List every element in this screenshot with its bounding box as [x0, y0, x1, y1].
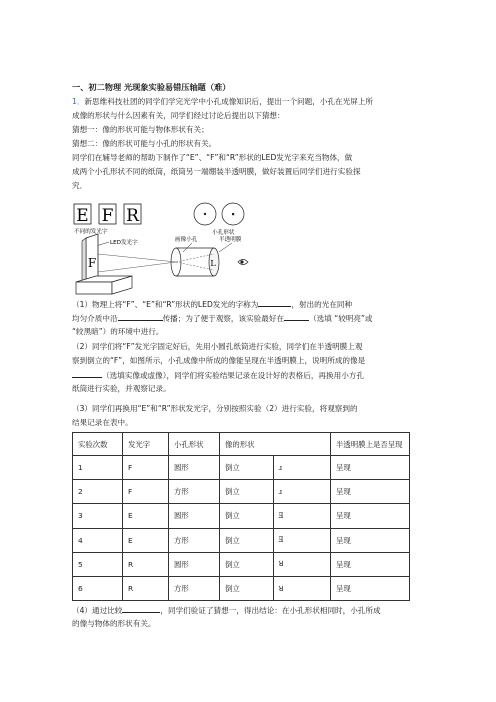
label-film: 半透明膜 — [219, 237, 242, 243]
cell-letter: R — [123, 576, 169, 600]
tube-image-letter: L — [210, 259, 216, 268]
hole-shape-icons — [194, 203, 244, 225]
screen-letter-f: F — [87, 256, 97, 270]
header-visible: 半透明膜上是否呈现 — [331, 433, 410, 456]
label-hole-shape: 小孔形状 — [212, 230, 235, 236]
cell-orientation: 倒立 — [220, 480, 274, 504]
letter-f: F — [101, 206, 114, 226]
cell-trial: 3 — [73, 504, 123, 528]
cell-image-glyph: ꓤ — [273, 576, 331, 600]
header-image-shape: 像的形状 — [220, 433, 274, 456]
setup-line-2: 成两个小孔形状不同的纸筒，纸筒另一端绷装半透明膜，做好装置后同学们进行实验探 — [72, 167, 361, 176]
guess-1: 猜想一：像的形状可能与物体形状有关； — [72, 125, 209, 134]
cell-hole: 方形 — [169, 480, 220, 504]
experiment-figure — [72, 196, 412, 296]
cell-hole: 方形 — [169, 528, 220, 552]
cell-image-glyph: Ǝ — [273, 504, 331, 528]
cell-visible: 呈现 — [331, 528, 410, 552]
cell-letter: F — [123, 456, 169, 480]
answer-blank-3[interactable] — [284, 312, 309, 321]
table-row — [73, 480, 410, 504]
cell-orientation: 倒立 — [220, 552, 274, 576]
cell-hole: 圆形 — [169, 456, 220, 480]
answer-blank-5[interactable] — [122, 604, 160, 613]
letter-r: R — [126, 206, 139, 226]
header-image-glyph — [273, 433, 331, 456]
cell-orientation: 倒立 — [220, 528, 274, 552]
cell-trial: 1 — [73, 456, 123, 480]
setup-line-3: 究． — [72, 181, 88, 190]
cell-image-glyph: ɹ — [273, 456, 331, 480]
label-pinhole: 画像小孔 — [175, 237, 198, 243]
table-row — [73, 504, 410, 528]
cell-trial: 5 — [73, 552, 123, 576]
cell-letter: E — [123, 504, 169, 528]
cell-trial: 2 — [73, 480, 123, 504]
label-different-letters: 不同的发光字 — [74, 229, 108, 235]
answer-blank-2[interactable] — [118, 312, 163, 321]
cell-trial: 6 — [73, 576, 123, 600]
cell-letter: F — [123, 480, 169, 504]
led-letter-boxes — [74, 204, 141, 226]
part4-line-1: （4）通过比较 ，同学们验证了猜想一，得出结论：在小孔形状相同时，小孔所成 — [72, 606, 381, 615]
cell-hole: 方形 — [169, 576, 220, 600]
table-row — [73, 552, 410, 576]
table-row — [73, 456, 410, 480]
question-number: 1． — [72, 97, 85, 106]
cell-visible: 呈现 — [331, 576, 410, 600]
part2-line-1: （2）同学们将“F”发光字固定好后，先用小圆孔纸筒进行实验，同学们在半透明膜上观 — [72, 342, 363, 351]
cell-orientation: 倒立 — [220, 504, 274, 528]
label-led-letter: LED发光字 — [110, 240, 138, 246]
cell-trial: 4 — [73, 528, 123, 552]
cell-orientation: 倒立 — [220, 576, 274, 600]
letter-e: E — [76, 206, 89, 226]
cell-image-glyph: Ǝ — [273, 528, 331, 552]
cell-letter: E — [123, 528, 169, 552]
q1-intro-line-2: 成像的形状与什么因素有关，同学们经过讨论后提出以下猜想： — [72, 111, 285, 120]
cell-visible: 呈现 — [331, 456, 410, 480]
header-led-letter: 发光字 — [123, 433, 169, 456]
cell-visible: 呈现 — [331, 504, 410, 528]
cell-visible: 呈现 — [331, 480, 410, 504]
answer-blank-1[interactable] — [258, 298, 291, 307]
part3-line-1: （3）同学们再换用“E”和“R”形状发光字，分别按照实验（2）进行实验，将观察到的 — [72, 404, 358, 413]
cell-image-glyph: ɹ — [273, 480, 331, 504]
results-table — [72, 432, 410, 601]
cell-orientation: 倒立 — [220, 456, 274, 480]
part3-line-2: 结果记录在表中。 — [72, 418, 133, 427]
cell-image-glyph: ꓤ — [273, 552, 331, 576]
cell-visible: 呈现 — [331, 552, 410, 576]
q1-intro-text-1: 新思维科技社团的同学们学完光学中小孔成像知识后，提出一个问题，小孔在光屏上所 — [84, 97, 373, 106]
cell-hole: 圆形 — [169, 552, 220, 576]
part2-line-2: 察到倒立的“F”，如图所示，小孔成像中所成的像能呈现在半透明膜上，说明所成的像是 — [72, 356, 366, 365]
cell-letter: R — [123, 552, 169, 576]
cell-hole: 圆形 — [169, 504, 220, 528]
header-trial: 实验次数 — [73, 433, 123, 456]
table-row — [73, 576, 410, 600]
part4-line-2: 的像与物体的形状有关。 — [72, 619, 156, 628]
eye-icon — [238, 260, 248, 265]
part1-line-3: “较黑暗”）的环境中进行。 — [72, 327, 164, 336]
setup-line-1: 同学们在辅导老师的帮助下制作了“E”、“F”和“R”形状的LED发光字来充当物体，做 — [72, 153, 353, 162]
part1-line-2: 均匀介质中沿 传播；为了便于观察，该实验最好在 （选填 “较明亮”或 — [72, 314, 373, 323]
answer-blank-4[interactable] — [72, 369, 102, 378]
guess-2: 猜想二：像的形状可能与小孔的形状有关。 — [72, 139, 217, 148]
section-title: 一、初二物理 光现象实验易错压轴题（难） — [72, 82, 231, 92]
part2-line-3: （选填实像或虚像），同学们将实验结果记录在设计好的表格后，再换用小方孔 — [72, 369, 364, 381]
part1-line-1: （1）物理上将“F”、“E”和“R”形状的LED发光的字称为 ，射出的光在同种 — [72, 300, 353, 309]
paper-tube — [171, 248, 219, 276]
table-header-row — [73, 433, 410, 456]
table-row — [73, 528, 410, 552]
header-hole-shape: 小孔形状 — [169, 433, 220, 456]
q1-intro-line-1 — [72, 96, 373, 107]
part2-line-4: 纸筒进行实验，并观察记录。 — [72, 384, 171, 393]
